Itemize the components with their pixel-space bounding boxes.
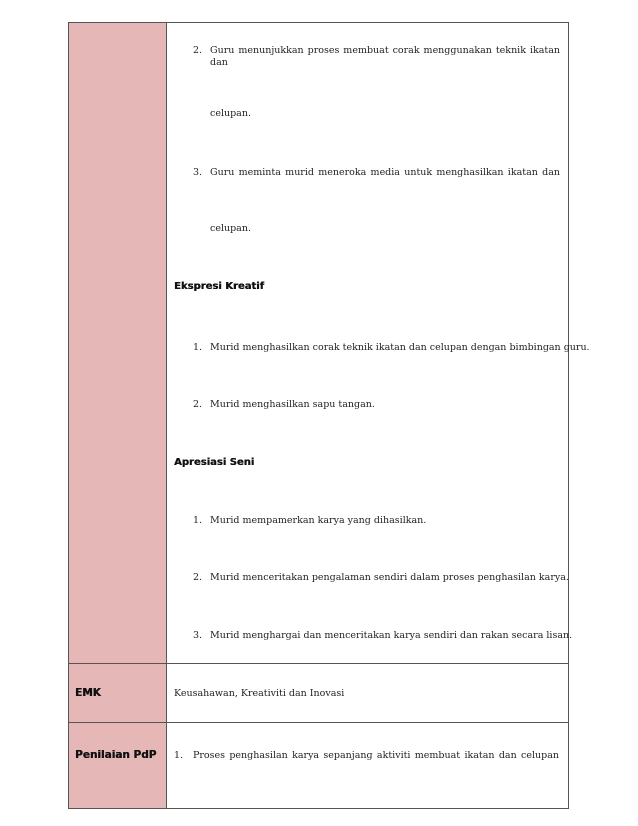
list-number: 2.	[193, 399, 203, 410]
list-item-text: Guru meminta murid meneroka media untuk menghasilkan ikatan dan	[210, 167, 560, 178]
row-label-penilaian: Penilaian PdP	[75, 749, 157, 761]
list-item-text: Murid menghasilkan sapu tangan.	[210, 399, 375, 410]
penilaian-content-cell	[167, 723, 568, 808]
list-number: 2.	[193, 45, 203, 56]
emk-value: Keusahawan, Kreativiti dan Inovasi	[174, 688, 345, 699]
penilaian-text: Proses penghasilan karya sepanjang aktiviti membuat ikatan dan celupan	[193, 750, 559, 761]
list-number: 3.	[193, 630, 203, 641]
row-label-cell	[69, 23, 167, 663]
list-number: 2.	[193, 572, 203, 583]
table-row-penilaian	[69, 723, 568, 808]
list-number: 3.	[193, 167, 203, 178]
section-heading-ekspresi: Ekspresi Kreatif	[174, 281, 264, 292]
list-item-text: Guru menunjukkan proses membuat corak menggunakan teknik ikatan dan	[210, 45, 560, 68]
list-number: 1.	[193, 515, 203, 526]
row-label-cell	[69, 664, 167, 722]
list-number: 1.	[174, 750, 184, 761]
list-item-text: Murid menceritakan pengalaman sendiri dalam proses penghasilan karya.	[210, 572, 569, 583]
list-number: 1.	[193, 342, 203, 353]
list-item-text: Murid mempamerkan karya yang dihasilkan.	[210, 515, 427, 526]
lesson-plan-table	[68, 22, 590, 809]
list-item-text-continued: celupan.	[210, 108, 251, 119]
list-item-text: Murid menghasilkan corak teknik ikatan dan celupan dengan bimbingan guru.	[210, 342, 590, 353]
table-row-emk	[69, 664, 568, 723]
emk-content-cell	[167, 664, 568, 722]
list-item-text: Murid menghargai dan menceritakan karya sendiri dan rakan secara lisan.	[210, 630, 573, 641]
table-row-activities	[69, 23, 590, 664]
activities-content-cell	[167, 23, 590, 663]
section-heading-apresiasi: Apresiasi Seni	[174, 457, 255, 468]
row-label-cell	[69, 723, 167, 808]
list-item-text-continued: celupan.	[210, 223, 251, 234]
row-label-emk: EMK	[75, 687, 101, 699]
